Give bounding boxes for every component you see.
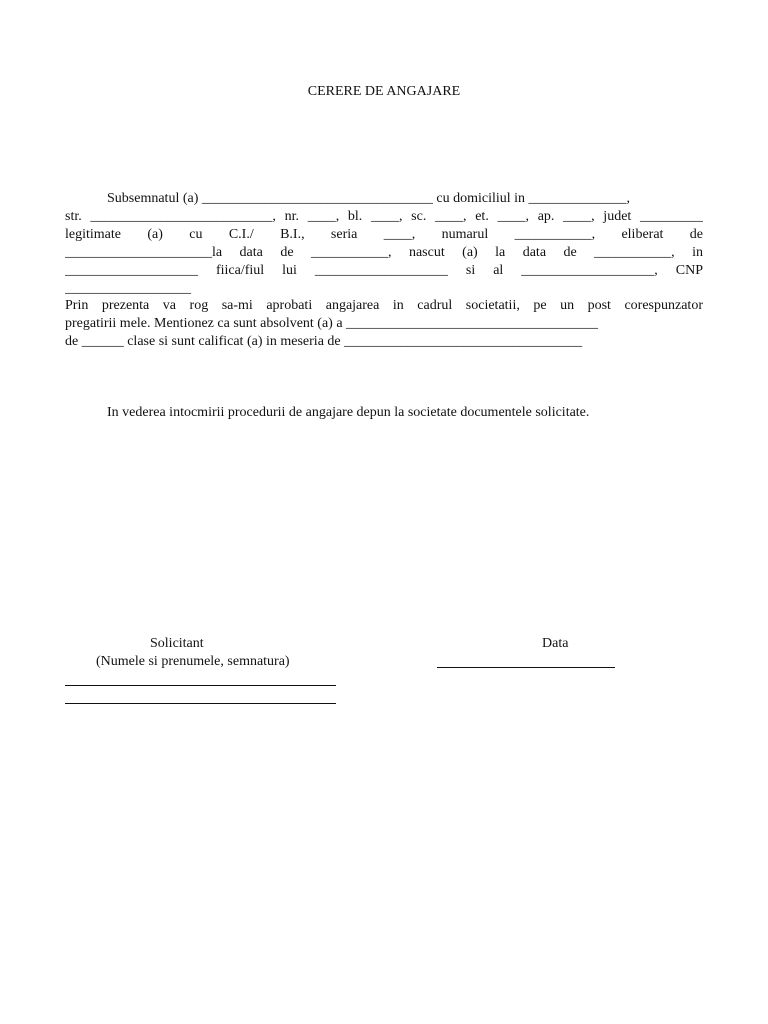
paragraph-line-6: __________________ xyxy=(65,281,191,296)
date-signature-line xyxy=(437,667,615,668)
paragraph-line-2: str. __________________________, nr. ____, bl. ____, sc. ____, et. ____, ap. ____, judet _________ xyxy=(65,209,703,224)
paragraph-two-line-2: pregatirii mele. Mentionez ca sunt absolvent (a) a ____________________________________ xyxy=(65,316,599,331)
date-label: Data xyxy=(542,636,569,651)
paragraph-line-3: legitimate (a) cu C.I./ B.I., seria ____, numarul ___________, eliberat de xyxy=(65,227,703,242)
paragraph-line-4: _____________________la data de ___________, nascut (a) la data de ___________, in xyxy=(65,245,703,260)
document-title: CERERE DE ANGAJARE xyxy=(307,84,461,99)
applicant-note: (Numele si prenumele, semnatura) xyxy=(96,654,290,669)
paragraph-two-line-1: Prin prezenta va rog sa-mi aprobati angajarea in cadrul societatii, pe un post corespunzator xyxy=(65,298,703,313)
paragraph-line-1: Subsemnatul (a) _________________________________ cu domiciliul in ______________, xyxy=(65,191,631,206)
paragraph-two-line-3: de ______ clase si sunt calificat (a) in meseria de __________________________________ xyxy=(65,334,583,349)
paragraph-three-line-1: In vederea intocmirii procedurii de angajare depun la societate documentele solicitate. xyxy=(65,405,590,420)
paragraph-line-5: ___________________ fiica/fiul lui ___________________ si al ___________________, CNP xyxy=(65,263,703,278)
applicant-signature-line-1 xyxy=(65,685,336,686)
applicant-signature-line-2 xyxy=(65,703,336,704)
applicant-label: Solicitant xyxy=(150,636,204,651)
